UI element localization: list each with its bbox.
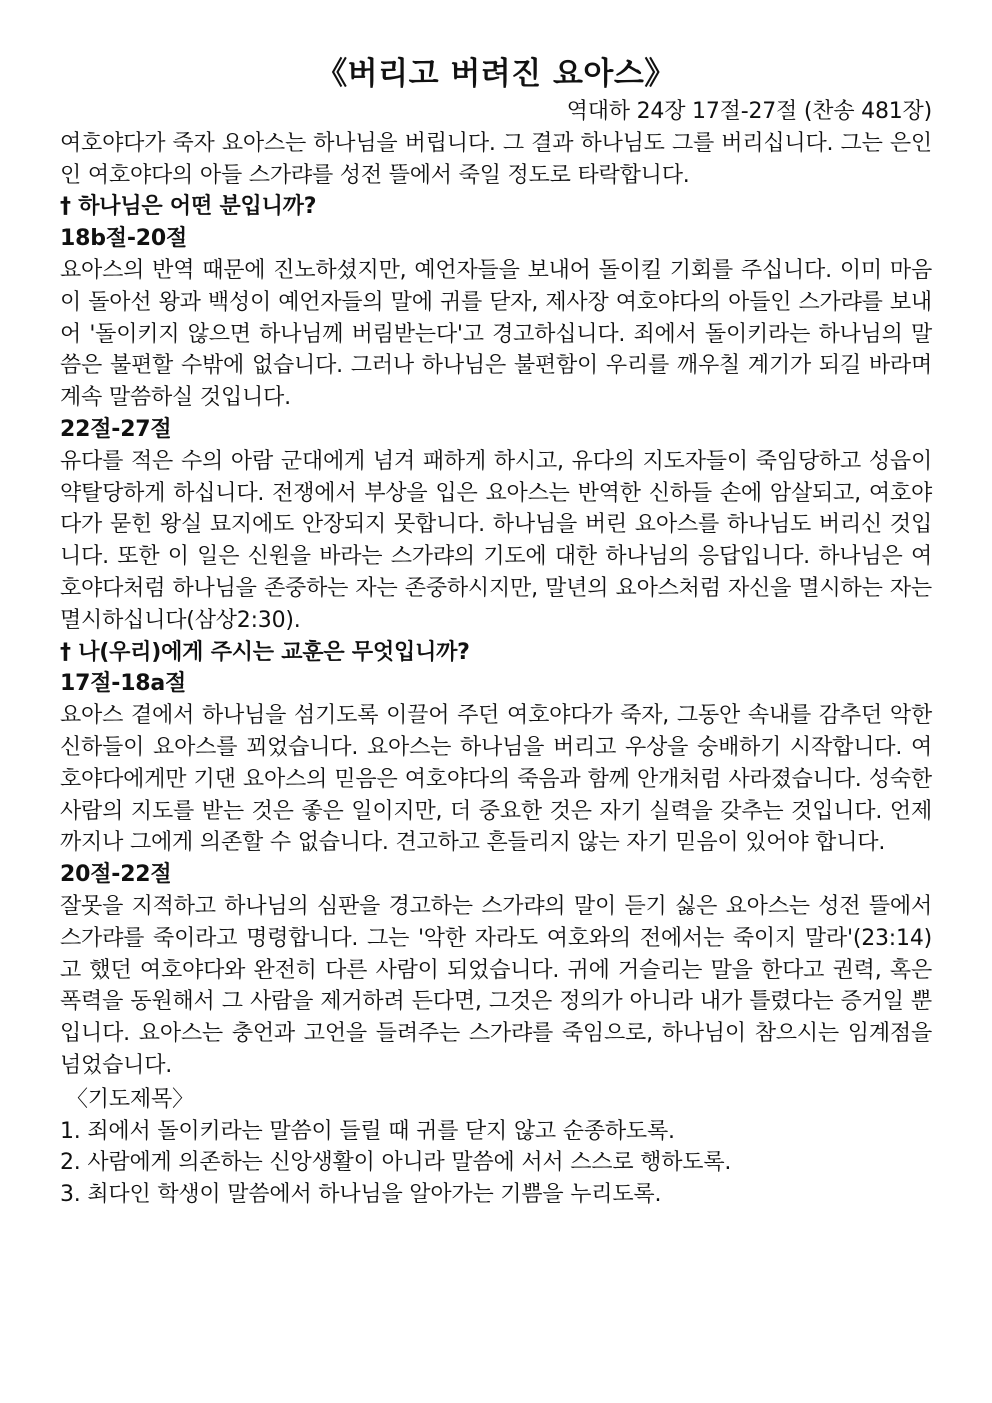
scripture-reference: 역대하 24장 17절-27절 (찬송 481장) (566, 99, 932, 124)
section-heading-lesson: † 나(우리)에게 주시는 교훈은 무엇입니까? (60, 639, 470, 665)
prayer-item: 3. 최다인 학생이 말씀에서 하나님을 알아가는 기쁨을 누리도록. (60, 1182, 662, 1208)
verse-range: 18b절-20절 (60, 226, 188, 252)
section-paragraph: 요아스의 반역 때문에 진노하셨지만, 예언자들을 보내어 돌이킬 기회를 주십니다. 이미 마음이 돌아선 왕과 백성이 예언자들의 말에 귀를 닫자, 제사장 여호야다의 아들인 스가랴를 보내어 '돌이키지 않으면 하나님께 버림받는다'고 경고하십니다. 죄에서 돌이키라는 하나님의 말씀은 불편할 수밖에 없습니다. 그러나 하나님은 불편함이 우리를 깨우칠 계기가 되길 바라며 계속 말씀하실 것입니다. (60, 257, 932, 411)
verse-range: 20절-22절 (60, 862, 172, 888)
section-paragraph: 유다를 적은 수의 아람 군대에게 넘겨 패하게 하시고, 유다의 지도자들이 죽임당하고 성읍이 약탈당하게 하십니다. 전쟁에서 부상을 입은 요아스는 반역한 신하들 손에 암살되고, 여호야다가 묻힌 왕실 묘지에도 안장되지 못합니다. 하나님을 버린 요아스를 하나님도 버리신 것입니다. 또한 이 일은 신원을 바라는 스가랴의 기도에 대한 하나님의 응답입니다. 하나님은 여호야다처럼 하나님을 존중하는 자는 존중하시지만, 말년의 요아스처럼 자신을 멸시하는 자는 멸시하십니다(삼상2:30). (60, 448, 932, 633)
intro-paragraph: 여호야다가 죽자 요아스는 하나님을 버립니다. 그 결과 하나님도 그를 버리십니다. 그는 은인인 여호야다의 아들 스가랴를 성전 뜰에서 죽일 정도로 타락합니다. (60, 130, 932, 188)
prayer-item: 2. 사람에게 의존하는 신앙생활이 아니라 말씀에 서서 스스로 행하도록. (60, 1150, 732, 1176)
section-paragraph: 잘못을 지적하고 하나님의 심판을 경고하는 스가랴의 말이 듣기 싫은 요아스는 성전 뜰에서 스가랴를 죽이라고 명령합니다. 그는 '악한 자라도 여호와의 전에서는 죽이지 말라'(23:14)고 했던 여호야다와 완전히 다른 사람이 되었습니다. 귀에 거슬리는 말을 한다고 권력, 혹은 폭력을 동원해서 그 사람을 제거하려 든다면, 그것은 정의가 아니라 내가 틀렸다는 증거일 뿐입니다. 요아스는 충언과 고언을 들려주는 스가랴를 죽임으로, 하나님이 참으시는 임계점을 넘었습니다. (60, 893, 932, 1078)
section-heading-god: † 하나님은 어떤 분입니까? (60, 194, 317, 220)
prayer-item: 1. 죄에서 돌이키라는 말씀이 들릴 때 귀를 닫지 않고 순종하도록. (60, 1118, 675, 1144)
verse-range: 17절-18a절 (60, 671, 187, 697)
page-title: 《버리고 버려진 요아스》 (316, 56, 676, 92)
prayer-title: 〈기도제목〉 (66, 1086, 194, 1112)
verse-range: 22절-27절 (60, 416, 172, 442)
devotional-page (60, 52, 932, 1211)
prayer-list (60, 1116, 932, 1211)
section-paragraph: 요아스 곁에서 하나님을 섬기도록 이끌어 주던 여호야다가 죽자, 그동안 속내를 감추던 악한 신하들이 요아스를 꾀었습니다. 요아스는 하나님을 버리고 우상을 숭배하기 시작합니다. 여호야다에게만 기댄 요아스의 믿음은 여호야다의 죽음과 함께 안개처럼 사라졌습니다. 성숙한 사람의 지도를 받는 것은 좋은 일이지만, 더 중요한 것은 자기 실력을 갖추는 것입니다. 언제까지나 그에게 의존할 수 없습니다. 견고하고 흔들리지 않는 자기 믿음이 있어야 합니다. (60, 703, 932, 856)
